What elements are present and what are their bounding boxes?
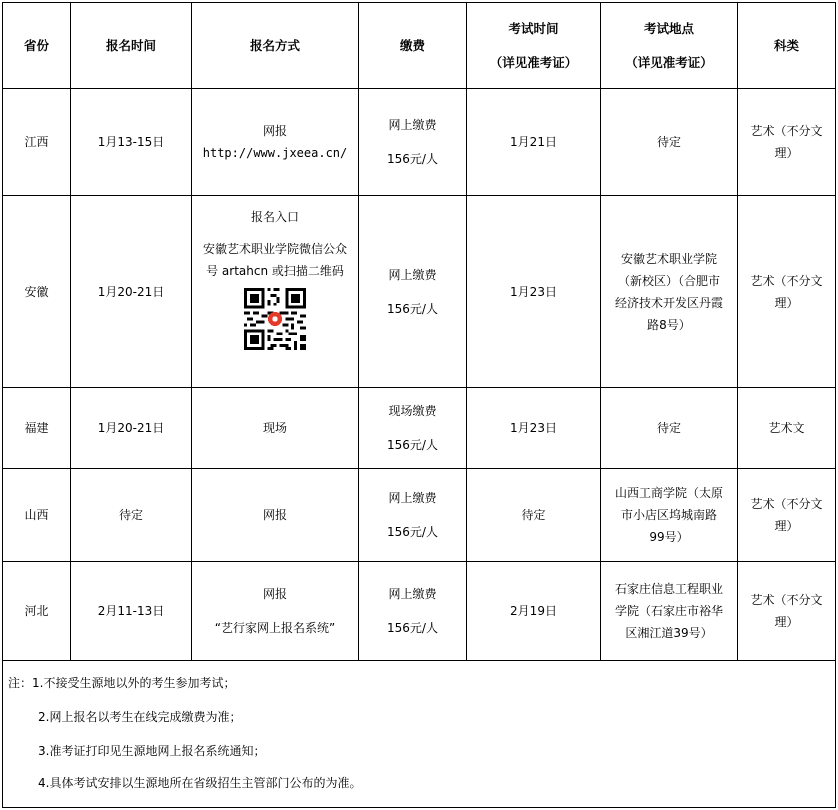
header-fee	[359, 3, 466, 88]
category-text-1: 艺术（不分文	[750, 593, 823, 607]
category-text-2: 理）	[774, 146, 799, 160]
category-cell	[738, 562, 835, 660]
category-cell	[738, 388, 835, 468]
note-item: 注：1.不接受生源地以外的考生参加考试；	[8, 676, 236, 690]
reg-method-text: 网报	[262, 124, 287, 138]
fee-method-text: 网上缴费	[388, 118, 437, 132]
reg-time-cell	[71, 562, 191, 660]
fee-amount-text: 156元/人	[387, 525, 438, 539]
reg-time-cell	[71, 388, 191, 468]
exam-time-cell	[467, 562, 600, 660]
reg-method-text: 现场	[262, 421, 287, 435]
reg-time-text: 1月20-21日	[97, 284, 165, 299]
qr-code-icon[interactable]	[244, 288, 306, 350]
exam-place-cell	[601, 89, 737, 195]
exam-time-cell	[467, 469, 600, 561]
reg-entry-text: 报名入口	[250, 210, 299, 224]
exam-time-cell	[467, 89, 600, 195]
category-text-1: 艺术（不分文	[750, 124, 823, 138]
category-cell	[738, 469, 835, 561]
exam-place-text-3: 经济技术开发区丹霞	[614, 295, 723, 310]
exam-place-cell	[601, 388, 737, 468]
exam-place-cell	[601, 469, 737, 561]
exam-place-cell	[601, 196, 737, 387]
table-row-province	[3, 89, 70, 195]
reg-method-cell	[192, 388, 358, 468]
category-text-2: 理）	[774, 519, 799, 533]
reg-method-text: 网报	[262, 587, 287, 601]
fee-method-text: 现场缴费	[388, 404, 437, 418]
exam-place-text: 待定	[656, 421, 681, 435]
table-row-province	[3, 196, 70, 387]
header-province	[3, 3, 70, 88]
reg-system-text: “艺行家网上报名系统”	[214, 621, 336, 635]
header-category-label: 科类	[773, 37, 799, 53]
exam-time-text: 1月23日	[510, 421, 557, 435]
reg-method-text: 网报	[262, 508, 287, 522]
exam-time-text: 1月21日	[510, 135, 557, 149]
reg-method-cell	[192, 196, 358, 387]
fee-method-text: 网上缴费	[388, 491, 437, 505]
header-exam-place	[601, 3, 737, 88]
reg-time-text: 待定	[118, 508, 143, 522]
exam-place-text-2: 学院（石家庄市裕华	[614, 604, 723, 618]
header-fee-label: 缴费	[399, 37, 425, 53]
header-province-label: 省份	[23, 37, 49, 53]
reg-url-link[interactable]: http://www.jxeea.cn/	[202, 146, 348, 160]
header-exam-place-label: 考试地点	[643, 20, 694, 36]
header-exam-place-note: （详见准考证）	[625, 54, 713, 70]
note-item: 4.具体考试安排以生源地所在省级招生主管部门公布的为准。	[38, 776, 362, 790]
reg-time-cell	[71, 89, 191, 195]
exam-place-text-1: 安徽艺术职业学院	[620, 251, 717, 266]
province-cell: 河北	[24, 604, 49, 618]
category-text-1: 艺术（不分文	[750, 273, 823, 288]
reg-time-text: 1月20-21日	[97, 421, 165, 435]
exam-place-text-3: 99号）	[649, 530, 689, 544]
fee-cell	[359, 388, 466, 468]
category-text-2: 理）	[774, 295, 799, 310]
exam-time-cell	[467, 388, 600, 468]
header-exam-time	[467, 3, 600, 88]
category-text-2: 理）	[774, 615, 799, 629]
reg-time-text: 2月11-13日	[97, 604, 165, 618]
fee-amount-text: 156元/人	[387, 438, 438, 452]
reg-time-text: 1月13-15日	[97, 135, 165, 149]
reg-time-cell	[71, 196, 191, 387]
header-exam-time-label: 考试时间	[508, 20, 559, 36]
reg-method-cell	[192, 562, 358, 660]
note-item: 3.准考证打印见生源地网上报名系统通知；	[38, 744, 266, 758]
exam-time-text: 待定	[521, 508, 546, 522]
table-row-province	[3, 562, 70, 660]
table-row-province	[3, 469, 70, 561]
province-cell: 江西	[24, 135, 49, 149]
exam-place-text-3: 区湘江道39号）	[625, 626, 713, 640]
header-reg-time-label: 报名时间	[105, 37, 156, 53]
reg-method-cell	[192, 469, 358, 561]
note-item: 2.网上报名以考生在线完成缴费为准；	[38, 710, 242, 724]
fee-method-text: 网上缴费	[388, 267, 437, 282]
category-cell	[738, 196, 835, 387]
fee-amount-text: 156元/人	[387, 301, 438, 316]
reg-wechat-text: 安徽艺术职业学院微信公众	[202, 242, 347, 256]
exam-place-text: 待定	[656, 135, 681, 149]
province-cell: 安徽	[24, 284, 49, 299]
header-reg-method-label: 报名方式	[249, 37, 300, 53]
header-reg-method	[192, 3, 358, 88]
header-reg-time	[71, 3, 191, 88]
fee-cell	[359, 562, 466, 660]
province-cell: 山西	[24, 508, 49, 522]
exam-time-cell	[467, 196, 600, 387]
exam-time-text: 1月23日	[510, 284, 557, 299]
reg-method-cell	[192, 89, 358, 195]
province-cell: 福建	[24, 421, 49, 435]
exam-time-text: 2月19日	[510, 604, 557, 618]
category-text-1: 艺术（不分文	[750, 497, 823, 511]
exam-place-text-2: 市小店区坞城南路	[620, 508, 717, 522]
exam-place-text-2: （新校区）（合肥市	[617, 273, 720, 288]
category-cell	[738, 89, 835, 195]
fee-amount-text: 156元/人	[387, 621, 438, 635]
exam-place-text-1: 石家庄信息工程职业	[614, 582, 723, 596]
table-row-province	[3, 388, 70, 468]
fee-amount-text: 156元/人	[387, 152, 438, 166]
header-category	[738, 3, 835, 88]
fee-cell	[359, 469, 466, 561]
reg-wechat-id-text: 号 artahcn 或扫描二维码	[206, 264, 344, 278]
fee-method-text: 网上缴费	[388, 587, 437, 601]
exam-place-text-4: 路8号）	[647, 317, 691, 332]
category-text: 艺术文	[768, 421, 805, 435]
fee-cell	[359, 196, 466, 387]
exam-place-cell	[601, 562, 737, 660]
header-exam-time-note: （详见准考证）	[489, 54, 578, 70]
reg-time-cell	[71, 469, 191, 561]
exam-place-text-1: 山西工商学院（太原	[614, 486, 723, 500]
fee-cell	[359, 89, 466, 195]
